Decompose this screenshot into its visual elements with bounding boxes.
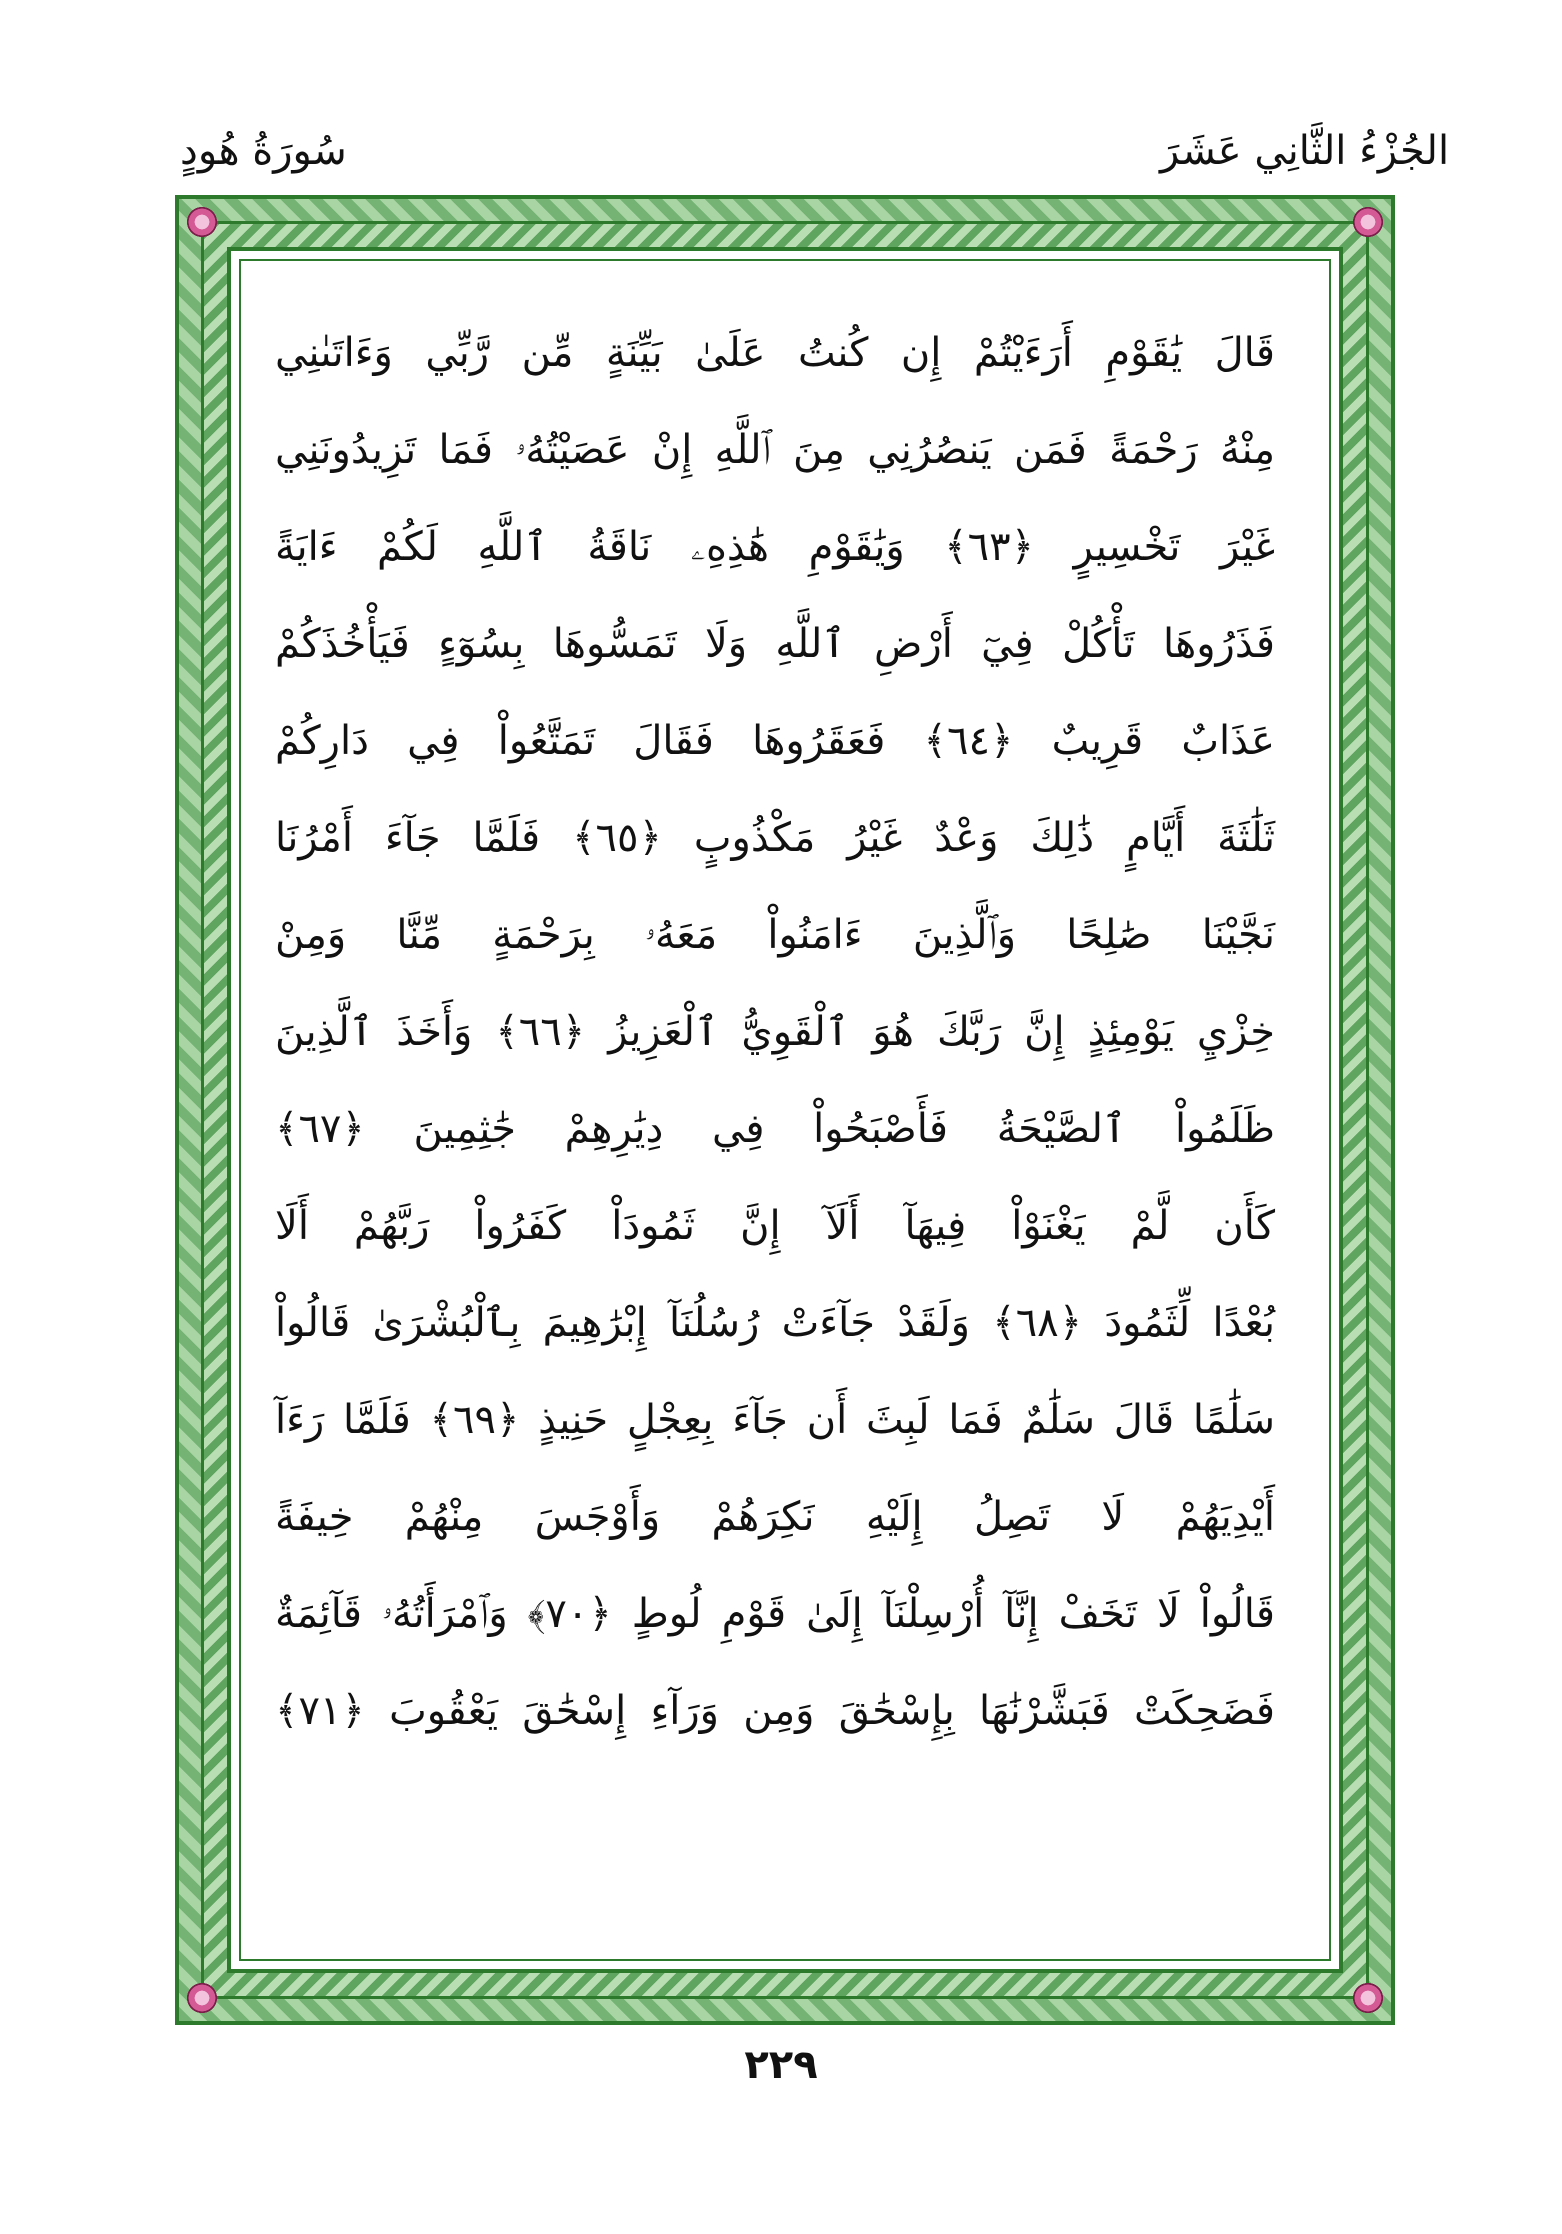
text-line: بُعْدًا لِّثَمُودَ ﴿٦٨﴾ وَلَقَدْ جَآءَتْ رُسُلُنَآ إِبْرَٰهِيمَ بِٱلْبُشْرَىٰ قَالُواْ — [275, 1300, 1276, 1346]
text-line: ظَلَمُواْ ٱلصَّيْحَةُ فَأَصْبَحُواْ فِي دِيَٰرِهِمْ جَٰثِمِينَ ﴿٦٧﴾ — [275, 1106, 1275, 1152]
text-line: أَيْدِيَهُمْ لَا تَصِلُ إِلَيْهِ نَكِرَهُمْ وَأَوْجَسَ مِنْهُمْ خِيفَةً — [275, 1494, 1275, 1540]
juz-title: الجُزْءُ الثَّانِي عَشَرَ — [1160, 128, 1450, 174]
corner-rosette-icon — [1351, 205, 1385, 239]
corner-rosette-icon — [1351, 1981, 1385, 2015]
text-line: غَيْرَ تَخْسِيرٍ ﴿٦٣﴾ وَيَٰقَوْمِ هَٰذِهِۦ نَاقَةُ ٱللَّهِ لَكُمْ ءَايَةً — [275, 524, 1276, 570]
text-line: فَذَرُوهَا تَأْكُلْ فِيٓ أَرْضِ ٱللَّهِ وَلَا تَمَسُّوهَا بِسُوٓءٍ فَيَأْخُذَكُمْ — [275, 621, 1275, 667]
text-line: سَلَٰمًا قَالَ سَلَٰمٌ فَمَا لَبِثَ أَن جَآءَ بِعِجْلٍ حَنِيذٍ ﴿٦٩﴾ فَلَمَّا رَءَآ — [275, 1397, 1276, 1443]
text-line: مِنْهُ رَحْمَةً فَمَن يَنصُرُنِي مِنَ ٱللَّهِ إِنْ عَصَيْتُهُۥ فَمَا تَزِيدُونَنِي — [275, 427, 1275, 473]
surah-title: سُورَةُ هُودٍ — [180, 128, 347, 174]
text-line: فَضَحِكَتْ فَبَشَّرْنَٰهَا بِإِسْحَٰقَ وَمِن وَرَآءِ إِسْحَٰقَ يَعْقُوبَ ﴿٧١﴾ — [275, 1688, 1275, 1734]
text-line: قَالَ يَٰقَوْمِ أَرَءَيْتُمْ إِن كُنتُ عَلَىٰ بَيِّنَةٍ مِّن رَّبِّي وَءَاتَىٰنِي — [275, 330, 1275, 376]
page-number: ٢٢٩ — [744, 2042, 818, 2088]
text-line: عَذَابٌ قَرِيبٌ ﴿٦٤﴾ فَعَقَرُوهَا فَقَالَ تَمَتَّعُواْ فِي دَارِكُمْ — [275, 718, 1275, 764]
corner-rosette-icon — [185, 205, 219, 239]
text-line: ثَلَٰثَةَ أَيَّامٍ ذَٰلِكَ وَعْدٌ غَيْرُ مَكْذُوبٍ ﴿٦٥﴾ فَلَمَّا جَآءَ أَمْرُنَا — [275, 815, 1275, 861]
text-line: قَالُواْ لَا تَخَفْ إِنَّآ أُرْسِلْنَآ إِلَىٰ قَوْمِ لُوطٍ ﴿٧٠﴾ وَٱمْرَأَتُهُۥ قَآئِمَةٌ — [275, 1591, 1276, 1637]
text-line: خِزْيِ يَوْمِئِذٍ إِنَّ رَبَّكَ هُوَ ٱلْقَوِيُّ ٱلْعَزِيزُ ﴿٦٦﴾ وَأَخَذَ ٱلَّذِينَ — [275, 1009, 1275, 1055]
text-line: كَأَن لَّمْ يَغْنَوْاْ فِيهَآ أَلَآ إِنَّ ثَمُودَاْ كَفَرُواْ رَبَّهُمْ أَلَا — [275, 1203, 1275, 1249]
text-line: نَجَّيْنَا صَٰلِحًا وَٱلَّذِينَ ءَامَنُواْ مَعَهُۥ بِرَحْمَةٍ مِّنَّا وَمِنْ — [275, 912, 1275, 958]
corner-rosette-icon — [185, 1981, 219, 2015]
